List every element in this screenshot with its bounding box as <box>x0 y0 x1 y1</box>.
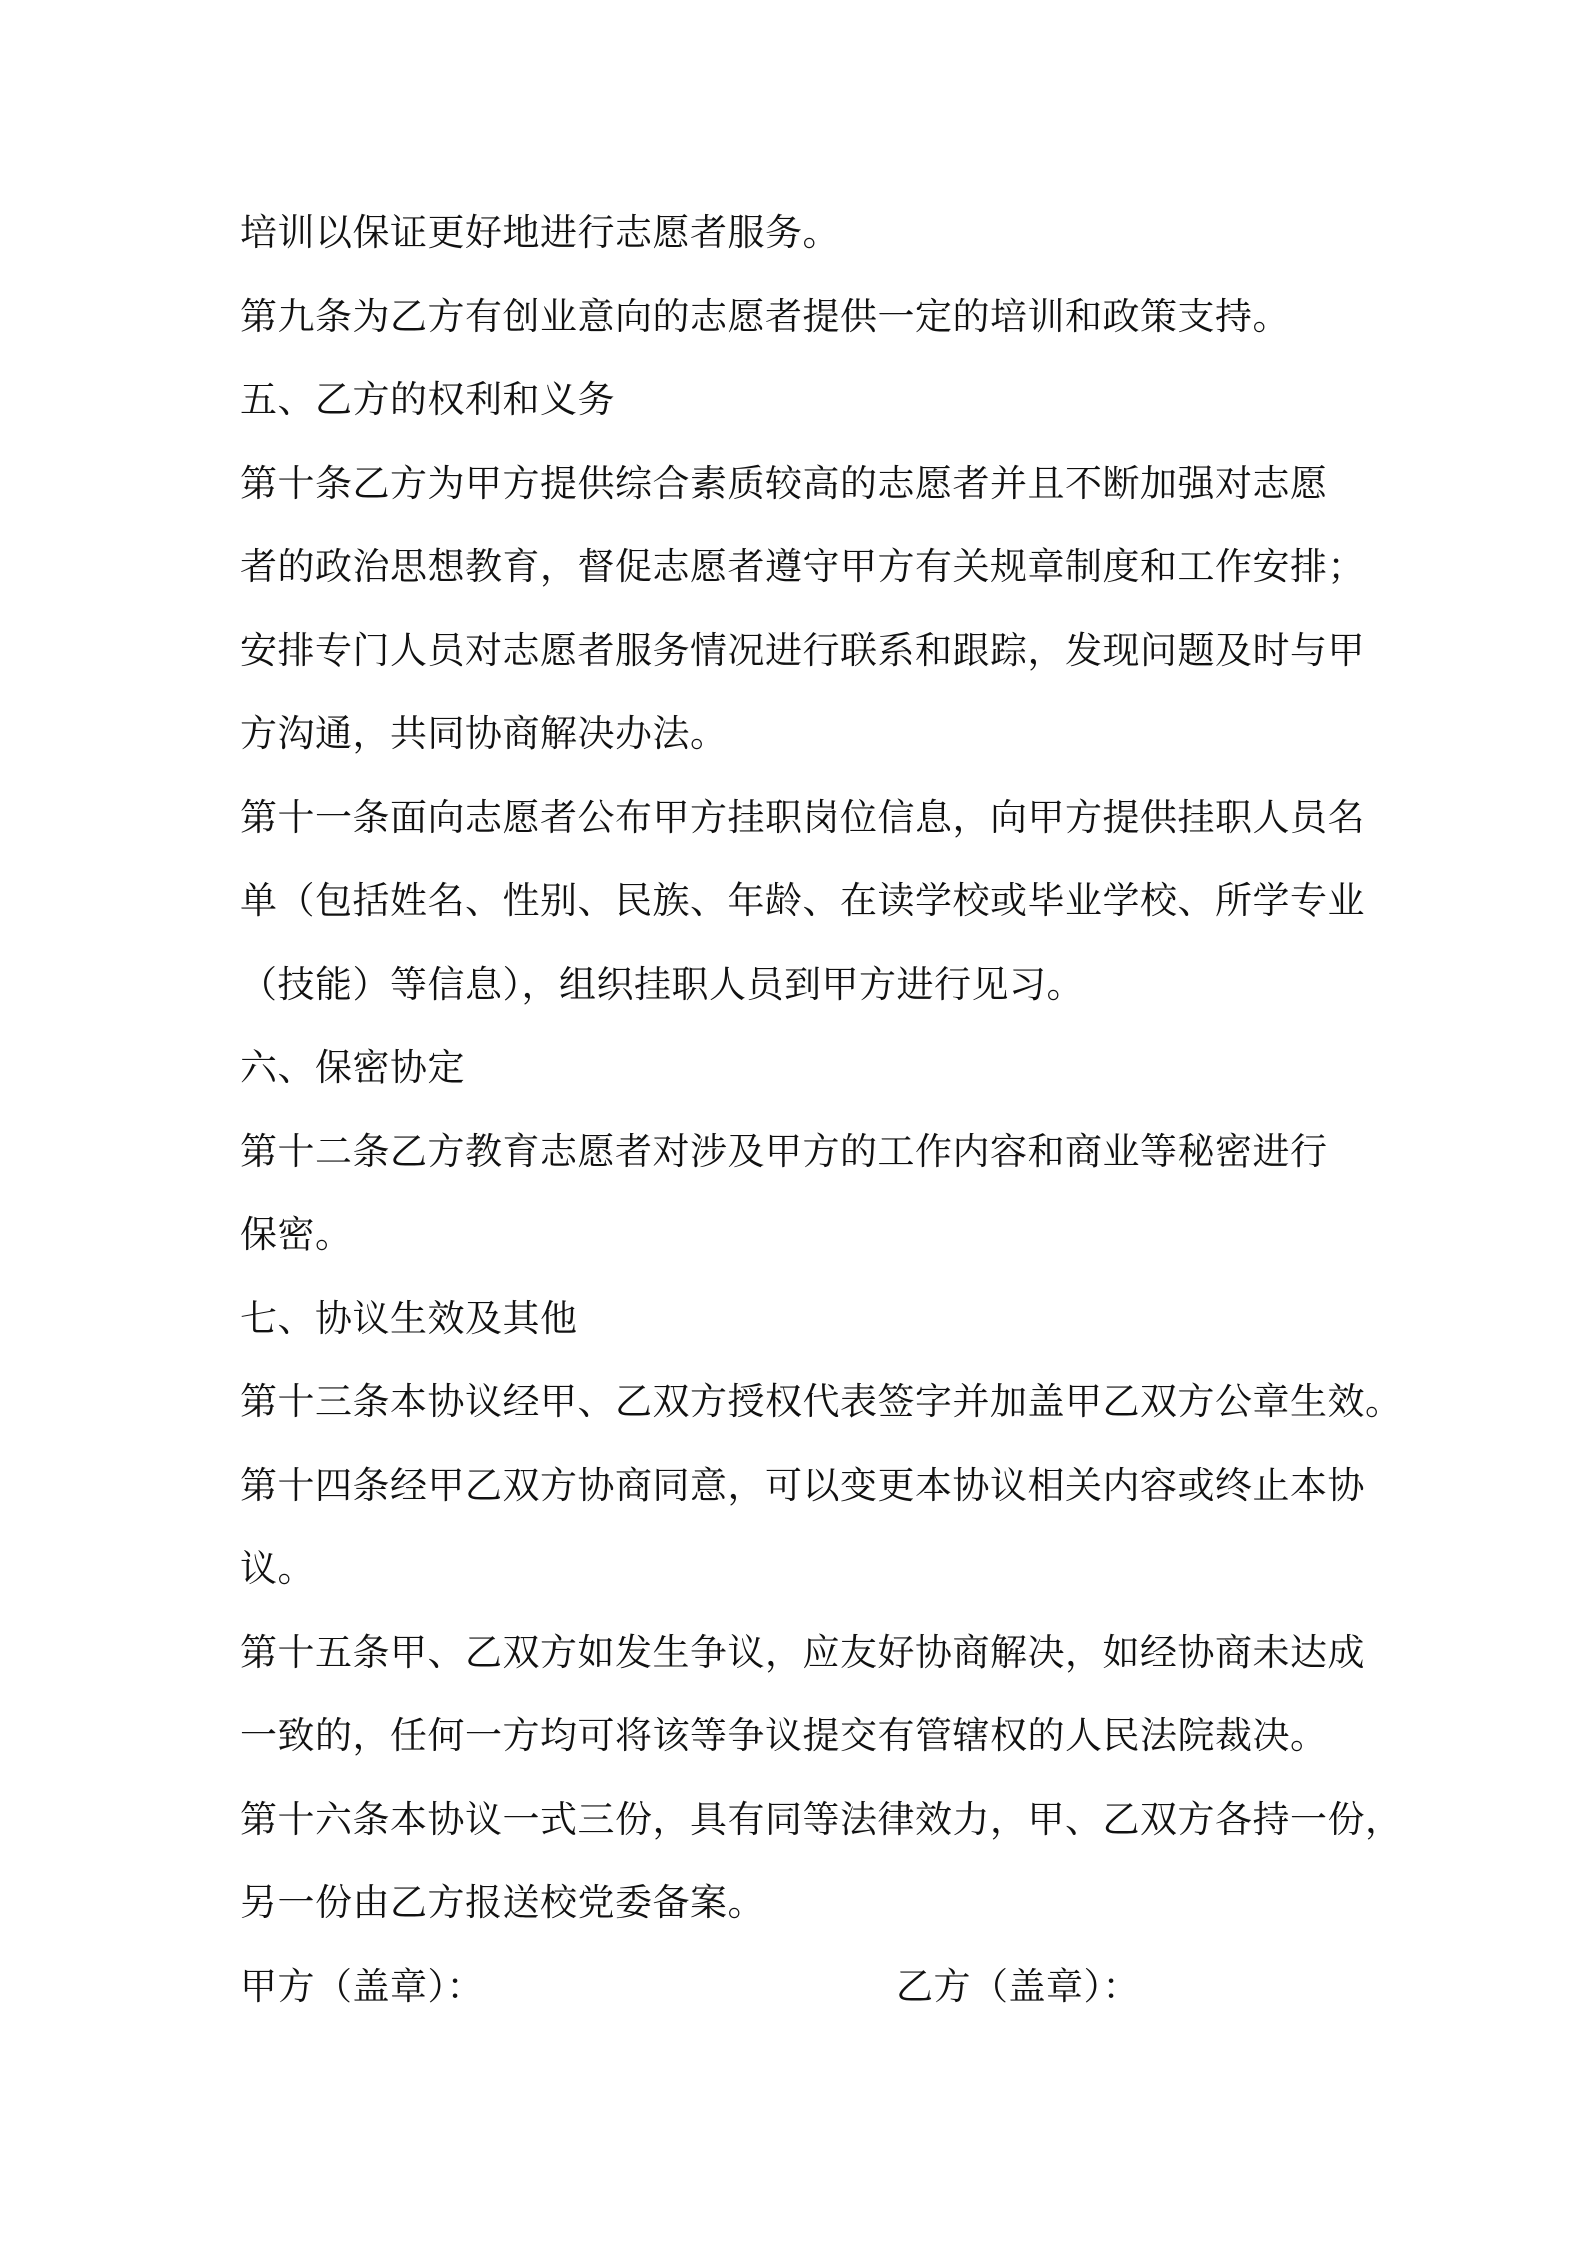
text-line: 保密。 <box>240 1213 353 1256</box>
text-line: （技能）等信息），组织挂职人员到甲方进行见习。 <box>240 963 1084 1006</box>
section-heading: 六、保密协定 <box>240 1046 465 1089</box>
text-line: 第十五条甲、乙双方如发生争议，应友好协商解决，如经协商未达成 <box>240 1631 1365 1674</box>
text-line: 第十一条面向志愿者公布甲方挂职岗位信息，向甲方提供挂职人员名 <box>240 796 1365 839</box>
text-line: 第十三条本协议经甲、乙双方授权代表签字并加盖甲乙双方公章生效。 <box>240 1380 1403 1423</box>
text-line: 单（包括姓名、性别、民族、年龄、在读学校或毕业学校、所学专业 <box>240 879 1365 922</box>
text-line: 议。 <box>240 1547 315 1590</box>
text-line: 第十二条乙方教育志愿者对涉及甲方的工作内容和商业等秘密进行 <box>240 1130 1328 1173</box>
text-line: 第十条乙方为甲方提供综合素质较高的志愿者并且不断加强对志愿 <box>240 462 1328 505</box>
text-line: 一致的，任何一方均可将该等争议提交有管辖权的人民法院裁决。 <box>240 1714 1328 1757</box>
text-line: 者的政治思想教育，督促志愿者遵守甲方有关规章制度和工作安排； <box>240 545 1365 588</box>
text-line: 第十六条本协议一式三份，具有同等法律效力，甲、乙双方各持一份， <box>240 1798 1403 1841</box>
section-heading: 七、协议生效及其他 <box>240 1297 578 1340</box>
text-line: 安排专门人员对志愿者服务情况进行联系和跟踪，发现问题及时与甲 <box>240 629 1365 672</box>
text-line: 第十四条经甲乙双方协商同意，可以变更本协议相关内容或终止本协 <box>240 1464 1365 1507</box>
text-line: 方沟通，共同协商解决办法。 <box>240 712 728 755</box>
text-line: 培训以保证更好地进行志愿者服务。 <box>240 211 840 254</box>
section-heading: 五、乙方的权利和义务 <box>240 378 615 421</box>
party-a-seal-label: 甲方（盖章）： <box>240 1965 484 2008</box>
party-b-seal-label: 乙方（盖章）： <box>896 1965 1140 2008</box>
text-line: 另一份由乙方报送校党委备案。 <box>240 1881 765 1924</box>
text-line: 第九条为乙方有创业意向的志愿者提供一定的培训和政策支持。 <box>240 295 1290 338</box>
